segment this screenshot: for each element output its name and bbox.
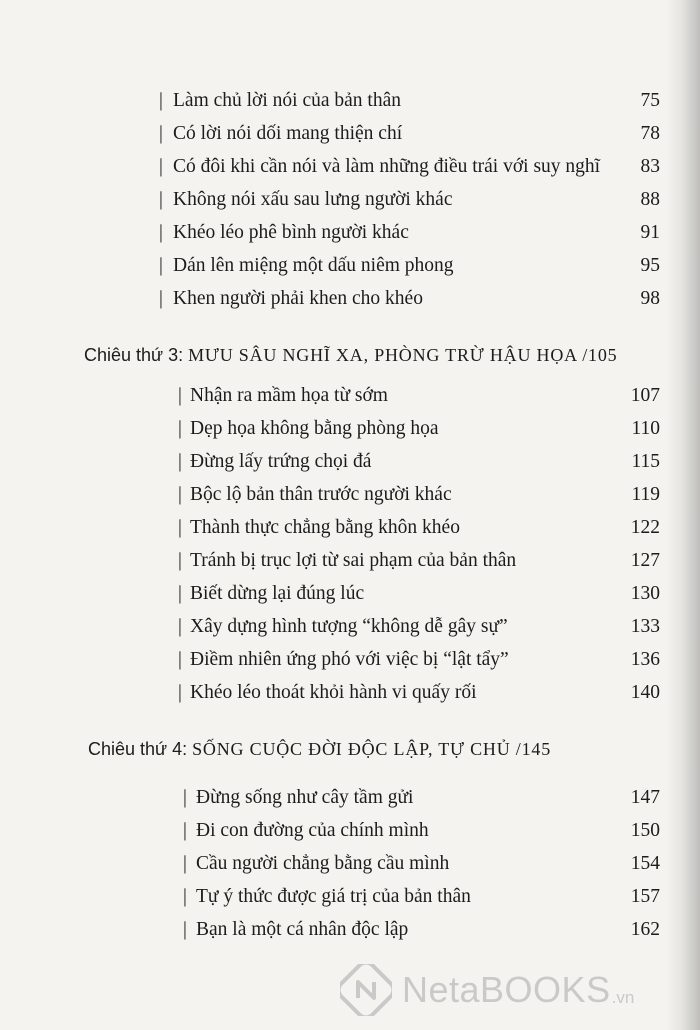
entry-title: Bạn là một cá nhân độc lập [196, 919, 409, 940]
netabooks-watermark [340, 962, 680, 1018]
entry-title: Bộc lộ bản thân trước người khác [190, 484, 452, 505]
entry-title: Cầu người chẳng bằng cầu mình [196, 853, 450, 874]
separator: | [159, 90, 163, 111]
netabooks-logo-icon [340, 964, 392, 1016]
entry-title: Biết dừng lại đúng lúc [190, 583, 365, 604]
toc-entry [0, 447, 660, 477]
separator: | [178, 616, 182, 637]
separator: | [183, 886, 187, 907]
separator: | [178, 550, 182, 571]
page-number: 130 [630, 583, 660, 604]
page-number: 133 [630, 616, 660, 637]
page-number: 127 [630, 550, 660, 571]
chapter-title: SỐNG CUỘC ĐỜI ĐỘC LẬP, TỰ CHỦ /145 [192, 739, 551, 759]
entry-title: Khen người phải khen cho khéo [173, 288, 423, 309]
separator: | [159, 123, 163, 144]
page-number: 78 [640, 123, 660, 144]
toc-entry [0, 882, 660, 912]
page-number: 75 [640, 90, 660, 111]
entry-title: Khéo léo thoát khỏi hành vi quấy rối [190, 682, 477, 703]
separator: | [159, 222, 163, 243]
entry-title: Thành thực chẳng bằng khôn khéo [190, 517, 460, 538]
page-number: 115 [631, 451, 660, 472]
separator: | [178, 649, 182, 670]
page-number: 136 [630, 649, 660, 670]
entry-title: Đừng sống như cây tầm gửi [196, 787, 414, 808]
entry-title: Đừng lấy trứng chọi đá [190, 451, 372, 472]
separator: | [178, 484, 182, 505]
toc-entry [0, 152, 660, 182]
separator: | [178, 451, 182, 472]
separator: | [183, 853, 187, 874]
separator: | [183, 787, 187, 808]
entry-title: Không nói xấu sau lưng người khác [173, 189, 453, 210]
page-number: 140 [630, 682, 660, 703]
separator: | [178, 682, 182, 703]
page-number: 157 [630, 886, 660, 907]
toc-entry [0, 218, 660, 248]
entry-title: Xây dựng hình tượng “không dễ gây sự” [190, 616, 508, 637]
chapter-title: MƯU SÂU NGHĨ XA, PHÒNG TRỪ HẬU HỌA /105 [188, 345, 618, 365]
entry-title: Làm chủ lời nói của bản thân [173, 90, 401, 111]
toc-entry [0, 612, 660, 642]
toc-entry [0, 284, 660, 314]
entry-title: Dẹp họa không bằng phòng họa [190, 418, 439, 439]
separator: | [178, 583, 182, 604]
separator: | [183, 820, 187, 841]
toc-entry [0, 783, 660, 813]
chapter-heading [88, 733, 688, 765]
page-number: 162 [630, 919, 660, 940]
watermark-brand: NetaBOOKS [402, 969, 611, 1010]
toc-entry [0, 645, 660, 675]
toc-entry [0, 381, 660, 411]
entry-title: Có lời nói dối mang thiện chí [173, 123, 403, 144]
page-number: 150 [630, 820, 660, 841]
toc-entry [0, 579, 660, 609]
toc-entry [0, 678, 660, 708]
page-number: 119 [631, 484, 660, 505]
separator: | [178, 517, 182, 538]
page-number: 95 [640, 255, 660, 276]
page-number: 110 [631, 418, 660, 439]
entry-title: Nhận ra mầm họa từ sớm [190, 385, 388, 406]
separator: | [159, 255, 163, 276]
entry-title: Điềm nhiên ứng phó với việc bị “lật tẩy” [190, 649, 509, 670]
toc-entry [0, 251, 660, 281]
toc-entry [0, 915, 660, 945]
separator: | [159, 288, 163, 309]
page-number: 147 [630, 787, 660, 808]
chapter-heading [84, 339, 684, 371]
page-number: 83 [640, 156, 660, 177]
separator: | [178, 385, 182, 406]
toc-entry [0, 480, 660, 510]
toc-entry [0, 513, 660, 543]
toc-entry [0, 414, 660, 444]
separator: | [178, 418, 182, 439]
page-number: 122 [630, 517, 660, 538]
separator: | [159, 156, 163, 177]
toc-entry [0, 849, 660, 879]
toc-entry [0, 185, 660, 215]
page-number: 107 [630, 385, 660, 406]
entry-title: Tự ý thức được giá trị của bản thân [196, 886, 471, 907]
entry-title: Khéo léo phê bình người khác [173, 222, 409, 243]
entry-title: Có đôi khi cần nói và làm những điều trái với suy nghĩ [173, 156, 601, 177]
chapter-prefix: Chiêu thứ 3: [84, 345, 184, 365]
separator: | [183, 919, 187, 940]
page-number: 91 [640, 222, 660, 243]
entry-title: Tránh bị trục lợi từ sai phạm của bản thân [190, 550, 517, 571]
toc-entry [0, 119, 660, 149]
page-number: 154 [630, 853, 660, 874]
watermark-suffix: .vn [611, 988, 635, 1007]
page-number: 98 [640, 288, 660, 309]
page-number: 88 [640, 189, 660, 210]
separator: | [159, 189, 163, 210]
toc-entry [0, 816, 660, 846]
entry-title: Đi con đường của chính mình [196, 820, 429, 841]
toc-entry [0, 86, 660, 116]
chapter-prefix: Chiêu thứ 4: [88, 739, 188, 759]
toc-entry [0, 546, 660, 576]
page-edge-shadow [666, 0, 700, 1030]
entry-title: Dán lên miệng một dấu niêm phong [173, 255, 454, 276]
